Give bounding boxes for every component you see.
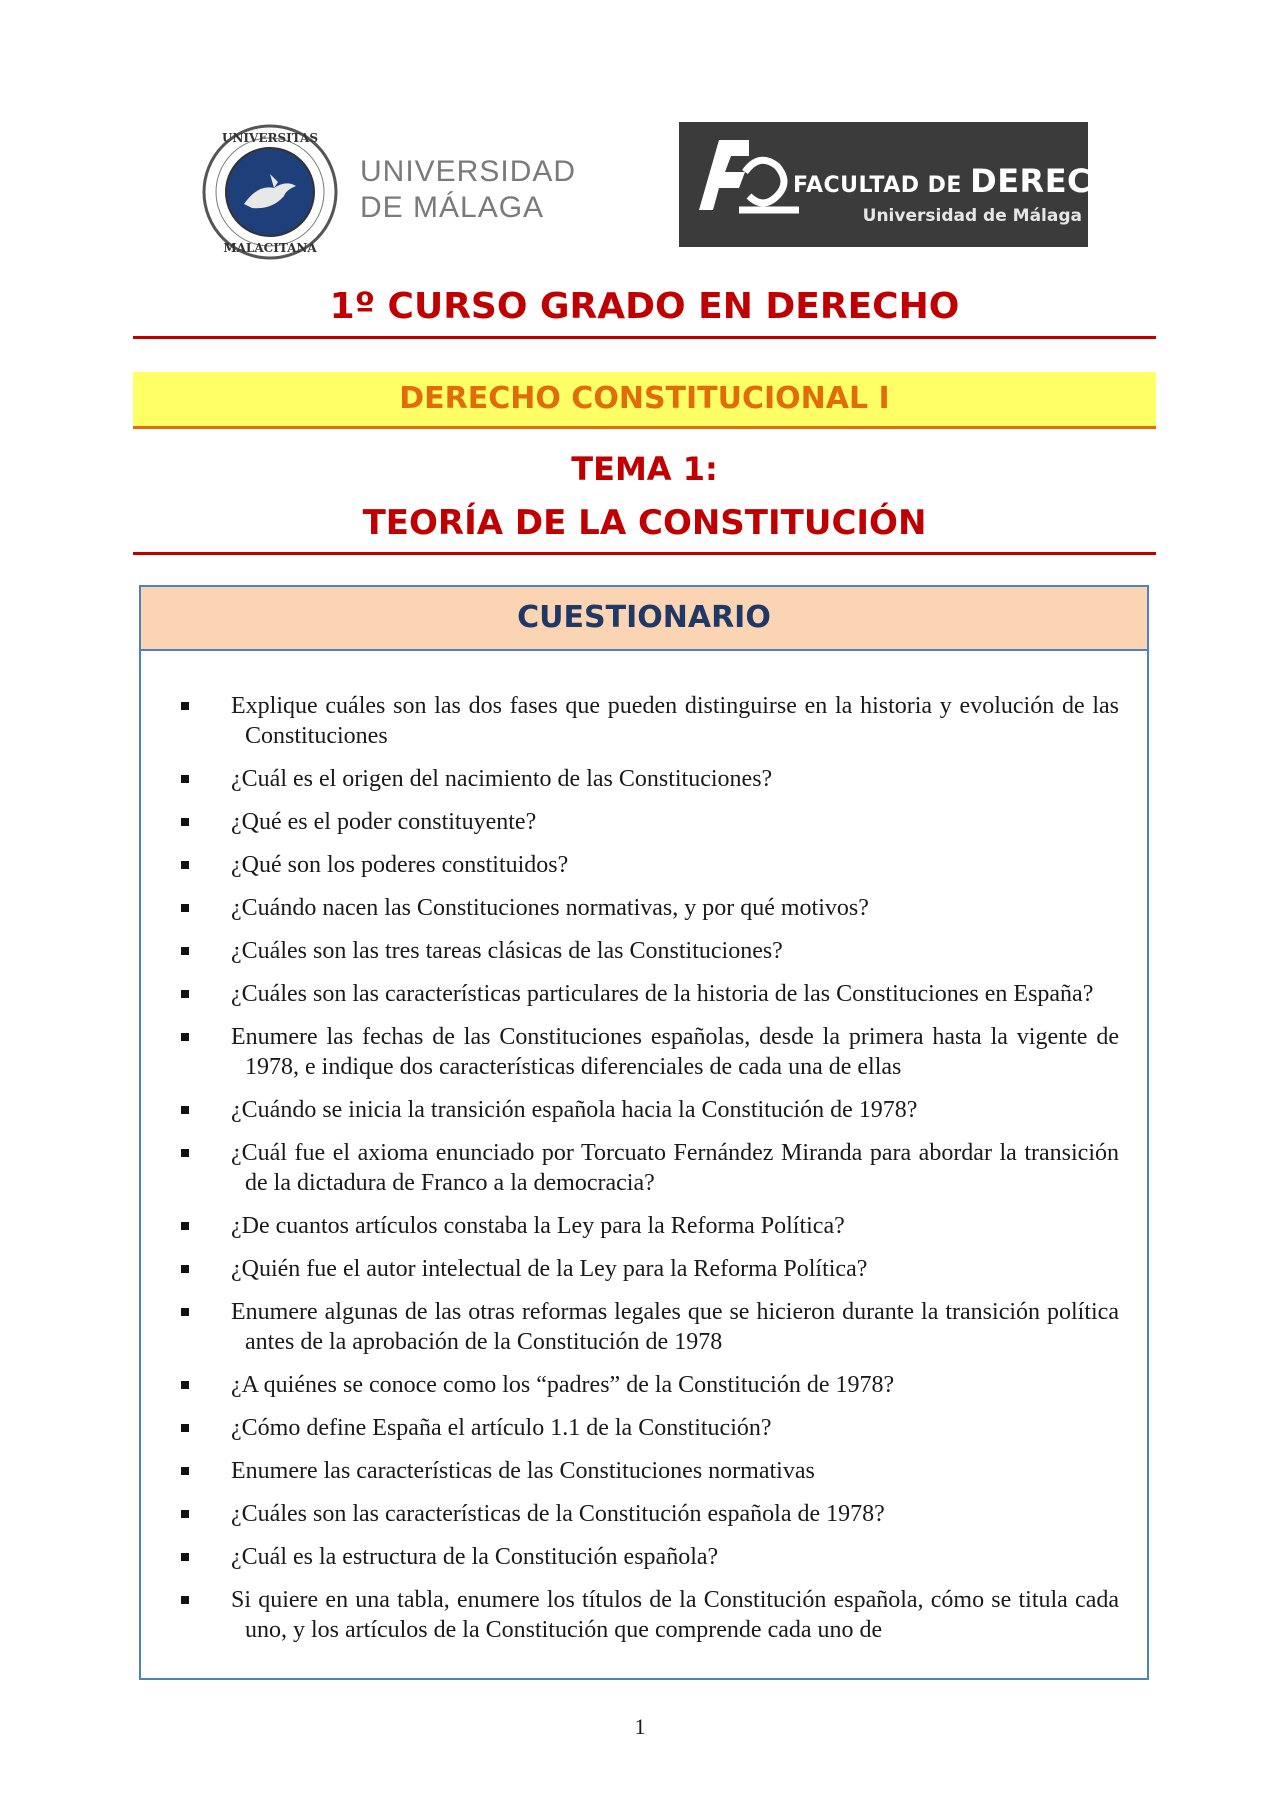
- bullet-icon: [181, 904, 189, 912]
- divider: [133, 426, 1156, 429]
- bullet-icon: [181, 1308, 189, 1316]
- question-item: [181, 1456, 1119, 1486]
- question-item: [181, 807, 1119, 837]
- questionnaire-title: CUESTIONARIO: [141, 587, 1147, 651]
- question-text: Si quiere en una tabla, enumere los títulos de la Constitución española, cómo se titula cada uno, y los artículos de la Constitución que comprende cada uno de: [231, 1587, 1119, 1643]
- university-seal-icon: [200, 122, 340, 262]
- question-item: [181, 1413, 1119, 1443]
- bullet-icon: [181, 1381, 189, 1389]
- question-item: [181, 1022, 1119, 1082]
- bullet-icon: [181, 1222, 189, 1230]
- question-text: ¿Cuáles son las tres tareas clásicas de las Constituciones?: [231, 938, 783, 964]
- facultad-university-label: Universidad de Málaga: [862, 206, 1082, 226]
- question-item: [181, 764, 1119, 794]
- question-item: [181, 936, 1119, 966]
- question-text: ¿Cuándo se inicia la transición española hacia la Constitución de 1978?: [231, 1097, 918, 1123]
- question-text: ¿Cuál es el origen del nacimiento de las Constituciones?: [231, 766, 773, 792]
- divider: [133, 552, 1156, 555]
- uma-name-line1: UNIVERSIDAD: [360, 155, 577, 188]
- question-item: [181, 1297, 1119, 1357]
- question-item: [181, 1542, 1119, 1572]
- questionnaire-box: [139, 585, 1149, 1680]
- course-title: 1º CURSO GRADO EN DERECHO: [329, 286, 960, 327]
- question-text: ¿Qué es el poder constituyente?: [231, 809, 537, 835]
- question-text: Enumere las características de las Constituciones normativas: [231, 1458, 815, 1484]
- subject-title: DERECHO CONSTITUCIONAL I: [399, 381, 890, 416]
- question-text: ¿Cuál fue el axioma enunciado por Torcuato Fernández Miranda para abordar la transición de la dictadura de Franco a la democracia?: [231, 1140, 1119, 1196]
- svg-text:UNIVERSITAS: UNIVERSITAS: [221, 131, 319, 145]
- question-item: [181, 691, 1119, 751]
- bullet-icon: [181, 1149, 189, 1157]
- question-text: Enumere las fechas de las Constituciones españolas, desde la primera hasta la vigente de 1978, e indique dos características diferenciales de cada una de ellas: [231, 1024, 1119, 1080]
- question-text: ¿Cómo define España el artículo 1.1 de la Constitución?: [231, 1415, 772, 1441]
- bullet-icon: [181, 702, 189, 710]
- question-text: ¿Cuáles son las características de la Constitución española de 1978?: [231, 1501, 885, 1527]
- question-item: [181, 1095, 1119, 1125]
- bullet-icon: [181, 1596, 189, 1604]
- bullet-icon: [181, 1467, 189, 1475]
- universidad-malaga-logo: [200, 118, 577, 258]
- question-text: ¿Cuál es la estructura de la Constitución española?: [231, 1544, 719, 1570]
- question-item: [181, 1254, 1119, 1284]
- question-text: Enumere algunas de las otras reformas legales que se hicieron durante la transición política antes de la aprobación de la Constitución de 1978: [231, 1299, 1119, 1355]
- question-item: [181, 979, 1119, 1009]
- divider: [133, 336, 1156, 339]
- bullet-icon: [181, 947, 189, 955]
- question-item: [181, 1585, 1119, 1645]
- bullet-icon: [181, 1424, 189, 1432]
- bullet-icon: [181, 1033, 189, 1041]
- question-item: [181, 1138, 1119, 1198]
- bullet-icon: [181, 1510, 189, 1518]
- question-item: [181, 893, 1119, 923]
- question-text: ¿Cuándo nacen las Constituciones normativas, y por qué motivos?: [231, 895, 869, 921]
- question-list: [141, 651, 1147, 1645]
- uma-name-line2: DE MÁLAGA: [360, 191, 545, 224]
- question-text: ¿Quién fue el autor intelectual de la Ley para la Reforma Política?: [231, 1256, 868, 1282]
- question-item: [181, 1499, 1119, 1529]
- question-item: [181, 850, 1119, 880]
- question-item: [181, 1370, 1119, 1400]
- topic-number: TEMA 1:: [571, 450, 718, 488]
- bullet-icon: [181, 1265, 189, 1273]
- bullet-icon: [181, 775, 189, 783]
- derecho-label: DERECHO: [970, 162, 1147, 200]
- question-text: ¿Qué son los poderes constituidos?: [231, 852, 569, 878]
- question-text: ¿Cuáles son las características particulares de la historia de las Constituciones en España?: [231, 981, 1094, 1007]
- bullet-icon: [181, 1106, 189, 1114]
- bullet-icon: [181, 1553, 189, 1561]
- question-text: ¿A quiénes se conoce como los “padres” de la Constitución de 1978?: [231, 1372, 895, 1398]
- question-item: [181, 1211, 1119, 1241]
- bullet-icon: [181, 990, 189, 998]
- question-text: Explique cuáles son las dos fases que pueden distinguirse en la historia y evolución de las Constituciones: [231, 693, 1119, 749]
- topic-title: TEORÍA DE LA CONSTITUCIÓN: [362, 503, 927, 543]
- bullet-icon: [181, 861, 189, 869]
- facultad-mark-icon: [679, 122, 799, 247]
- facultad-label: FACULTAD DE: [793, 173, 971, 198]
- page-number: 1: [634, 1714, 646, 1739]
- svg-text:MALACITANA: MALACITANA: [223, 241, 317, 255]
- bullet-icon: [181, 818, 189, 826]
- facultad-derecho-logo: [679, 122, 1147, 247]
- question-text: ¿De cuantos artículos constaba la Ley para la Reforma Política?: [231, 1213, 845, 1239]
